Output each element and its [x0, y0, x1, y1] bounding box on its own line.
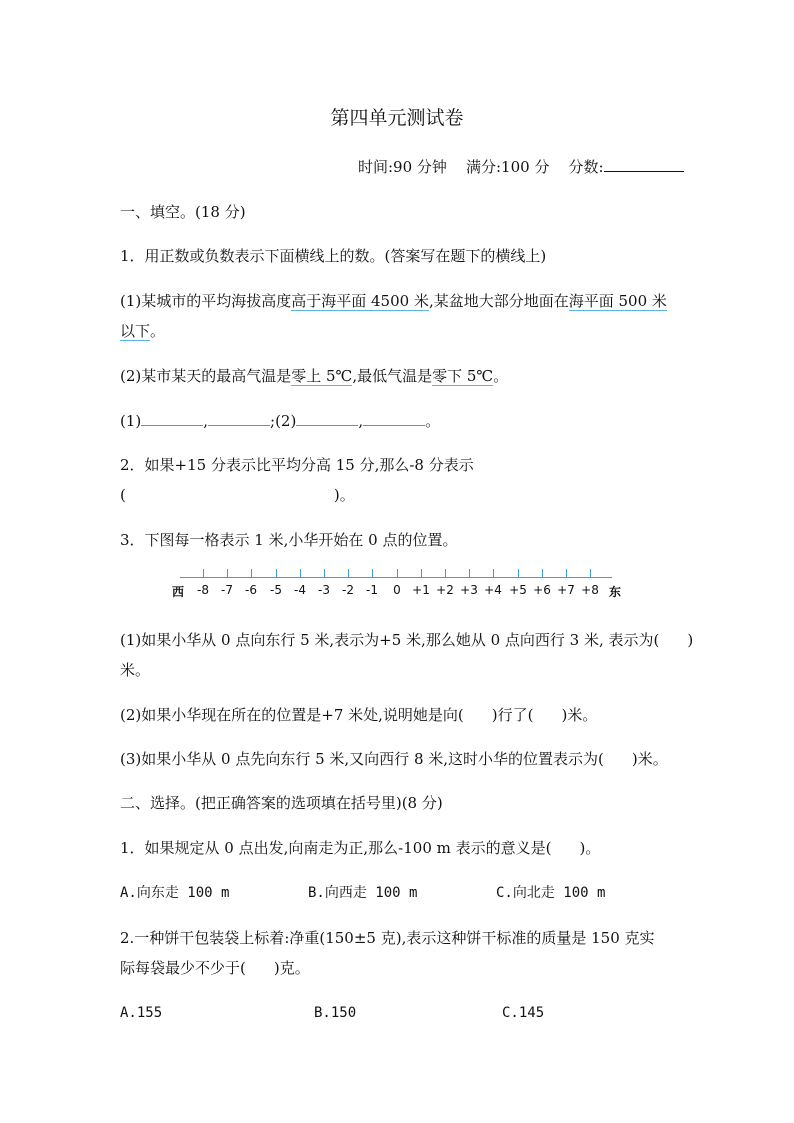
- number-line-label: +2: [436, 583, 454, 597]
- q1-part1-line2: 以下。: [120, 322, 166, 340]
- number-line-tick: [421, 569, 422, 578]
- number-line-label: +7: [557, 583, 575, 597]
- s2-q2-option-a[interactable]: A.155: [120, 1005, 163, 1021]
- number-line-label: -6: [245, 583, 257, 597]
- number-line-tick: [251, 569, 252, 578]
- number-line-label: +1: [412, 583, 430, 597]
- number-line-label: +6: [533, 583, 551, 597]
- page-title: 第四单元测试卷: [330, 107, 464, 129]
- number-line-tick: [324, 569, 325, 578]
- q1-part1-highlight-c: 以下: [120, 322, 151, 340]
- number-line-label: -8: [197, 583, 209, 597]
- s2-q1-option-c[interactable]: C.向北走 100 m: [496, 885, 606, 901]
- answer-blank-3[interactable]: [296, 411, 358, 426]
- number-line-tick: [300, 569, 301, 578]
- number-line-label: +5: [509, 583, 527, 597]
- q3-sub1-line2: 米。: [120, 661, 151, 679]
- q3-sub1-line1: (1)如果小华从 0 点向东行 5 米,表示为+5 米,那么她从 0 点向西行 3 米, 表示为( ): [120, 631, 694, 649]
- number-line-tick: [518, 569, 519, 578]
- number-line-label: -2: [342, 583, 354, 597]
- number-line-tick: [590, 569, 591, 578]
- s2-q1-stem: 1．如果规定从 0 点出发,向南走为正,那么-100 m 表示的意义是( )。: [120, 839, 601, 857]
- s2-q1-options: [120, 883, 605, 903]
- section2-header: 二、选择。(把正确答案的选项填在括号里)(8 分): [120, 794, 443, 812]
- q1-part2-highlight-a: 零上 5℃: [291, 367, 353, 385]
- score-blank[interactable]: [604, 157, 684, 172]
- number-line-axis: [180, 577, 612, 578]
- q1-part2-highlight-b: 零下 5℃: [432, 367, 494, 385]
- q1-part1-highlight-b: 海平面 500 米: [568, 292, 667, 310]
- number-line-tick: [203, 569, 204, 578]
- s2-q2-options: [120, 1003, 544, 1023]
- exam-meta: [358, 157, 684, 177]
- q1-part2: (2)某市某天的最高气温是零上 5℃,最低气温是零下 5℃。: [120, 367, 509, 385]
- number-line-label: -5: [270, 583, 282, 597]
- number-line-tick: [566, 569, 567, 578]
- number-line-label: +3: [460, 583, 478, 597]
- number-line-label: -4: [294, 583, 306, 597]
- number-line-tick: [445, 569, 446, 578]
- number-line-tick: [276, 569, 277, 578]
- number-line-label: -3: [318, 583, 330, 597]
- east-label: 东: [609, 585, 622, 599]
- s2-q2-option-c[interactable]: C.145: [502, 1005, 545, 1021]
- number-line-tick: [348, 569, 349, 578]
- s2-q2-stem-line1: 2.一种饼干包装袋上标着:净重(150±5 克),表示这种饼干标准的质量是 150 克实: [120, 929, 655, 947]
- s2-q2-option-b[interactable]: B.150: [314, 1005, 357, 1021]
- q1-stem: 1．用正数或负数表示下面横线上的数。(答案写在题下的横线上): [120, 247, 547, 265]
- west-label: 西: [172, 585, 185, 599]
- number-line-tick: [493, 569, 494, 578]
- number-line-label: -7: [221, 583, 233, 597]
- full-score-label: 满分:100 分: [466, 158, 550, 176]
- q3-stem: 3．下图每一格表示 1 米,小华开始在 0 点的位置。: [120, 531, 458, 549]
- number-line-label: +8: [581, 583, 599, 597]
- answer-blank-1[interactable]: [141, 411, 203, 426]
- score-label: 分数:: [568, 158, 604, 176]
- s2-q1-option-b[interactable]: B.向西走 100 m: [308, 885, 418, 901]
- number-line-tick: [542, 569, 543, 578]
- number-line-tick: [469, 569, 470, 578]
- answer-blank-2[interactable]: [208, 411, 270, 426]
- number-line-label: -1: [366, 583, 378, 597]
- number-line-tick: [227, 569, 228, 578]
- number-line-tick: [372, 569, 373, 578]
- q1-part1-line1: (1)某城市的平均海拔高度高于海平面 4500 米,某盆地大部分地面在海平面 500 米: [120, 292, 667, 310]
- q1-part1-highlight-a: 高于海平面 4500 米: [291, 292, 429, 310]
- number-line-label: 0: [393, 583, 401, 597]
- answer-blank-4[interactable]: [363, 411, 425, 426]
- q3-sub2: (2)如果小华现在所在的位置是+7 米处,说明她是向( )行了( )米。: [120, 706, 598, 724]
- q3-sub3: (3)如果小华从 0 点先向东行 5 米,又向西行 8 米,这时小华的位置表示为( )米。: [120, 750, 668, 768]
- s2-q1-option-a[interactable]: A.向东走 100 m: [120, 885, 230, 901]
- s2-q2-stem-line2: 际每袋最少不少于( )克。: [120, 959, 310, 977]
- number-line-tick: [397, 569, 398, 578]
- section1-header: 一、填空。(18 分): [120, 203, 246, 221]
- time-label: 时间:90 分钟: [358, 158, 447, 176]
- q2-stem: 2．如果+15 分表示比平均分高 15 分,那么-8 分表示: [120, 456, 474, 474]
- q2-answer: ( )。: [120, 486, 355, 504]
- number-line-label: +4: [484, 583, 502, 597]
- q1-answer-line: (1) , ;(2) , 。: [120, 412, 441, 430]
